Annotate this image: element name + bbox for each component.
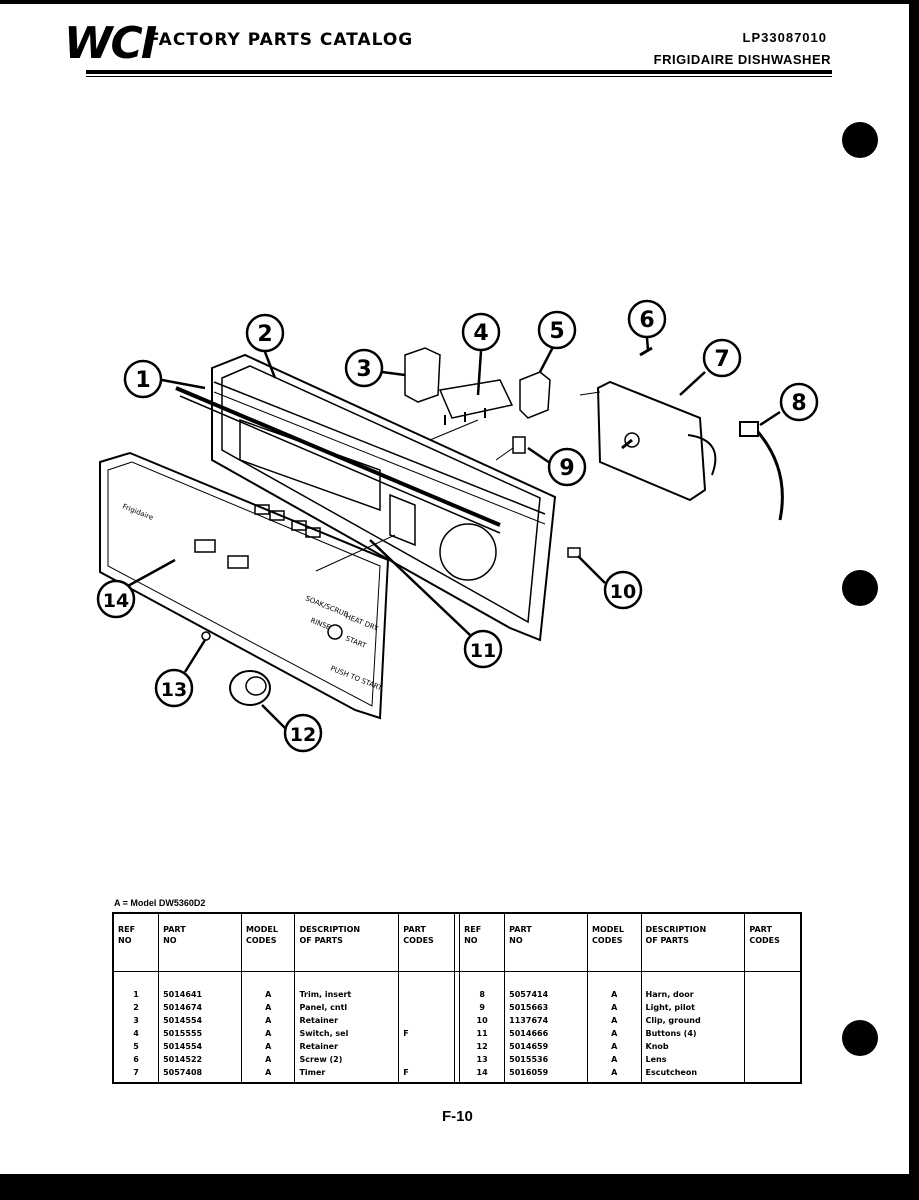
callout-3: 3 xyxy=(356,357,372,382)
page-number: F-10 xyxy=(442,1108,473,1125)
callout-13: 13 xyxy=(160,679,188,701)
document-number: LP33087010 xyxy=(742,30,827,45)
callout-6: 6 xyxy=(639,308,655,333)
binder-hole-bottom xyxy=(842,1020,878,1056)
trim-insert xyxy=(176,388,500,525)
panel-label-d: START xyxy=(344,634,368,650)
scan-edge-bottom xyxy=(0,1174,919,1200)
timer-dial-hole xyxy=(440,524,496,580)
table-row: 6 5014522 A Screw (2) 13 5015536 A Lens xyxy=(113,1053,801,1066)
table-row: 4 5015555 A Switch, sel F 11 5014666 A Buttons (4) xyxy=(113,1027,801,1040)
callout-14: 14 xyxy=(102,590,130,612)
table-row: 2 5014674 A Panel, cntl 9 5015663 A Light, pilot xyxy=(113,1001,801,1014)
header-model-codes: MODEL CODES xyxy=(241,913,294,972)
callout-2: 2 xyxy=(257,322,273,347)
callout-11: 11 xyxy=(469,640,497,662)
panel-label-b: HEAT DRY xyxy=(344,612,380,633)
header-model-codes-right: MODEL CODES xyxy=(588,913,641,972)
table-row: 5 5014554 A Retainer 12 5014659 A Knob xyxy=(113,1040,801,1053)
header-part-codes: PART CODES xyxy=(399,913,455,972)
model-note: A = Model DW5360D2 xyxy=(114,898,206,908)
wci-logo: WCI xyxy=(64,18,156,69)
parts-table xyxy=(112,912,802,1084)
panel-brand: Frigidaire xyxy=(121,502,155,523)
callout-8: 8 xyxy=(791,391,807,416)
callout-10: 10 xyxy=(609,581,637,603)
product-line: FRIGIDAIRE DISHWASHER xyxy=(653,52,831,67)
header-part-no-right: PART NO xyxy=(505,913,588,972)
callout-7: 7 xyxy=(714,347,730,372)
callout-12: 12 xyxy=(289,724,317,746)
callout-4: 4 xyxy=(473,321,489,346)
catalog-title: FACTORY PARTS CATALOG xyxy=(148,30,414,50)
escutcheon-panel xyxy=(100,453,388,718)
table-row: 1 5014641 A Trim, insert 8 5057414 A Harn, door xyxy=(113,988,801,1001)
panel-label-e: PUSH TO START xyxy=(329,664,384,693)
parts-table-header xyxy=(113,913,801,972)
knob xyxy=(230,671,270,705)
header-part-no: PART NO xyxy=(159,913,242,972)
callout-5: 5 xyxy=(549,319,565,344)
panel-label-a: SOAK/SCRUB xyxy=(304,594,350,619)
callout-1: 1 xyxy=(135,368,151,393)
header-ref-no-right: REF NO xyxy=(460,913,505,972)
header-ref-no: REF NO xyxy=(113,913,159,972)
panel-label-c: RINSE xyxy=(309,616,332,632)
timer xyxy=(598,382,705,500)
header-description-right: DESCRIPTION OF PARTS xyxy=(641,913,745,972)
header-description: DESCRIPTION OF PARTS xyxy=(295,913,399,972)
table-row: 7 5057408 A Timer F 14 5016059 A Escutcheon xyxy=(113,1066,801,1083)
table-row: 3 5014554 A Retainer 10 1137674 A Clip, ground xyxy=(113,1014,801,1027)
callout-9: 9 xyxy=(559,456,575,481)
header-part-codes-right: PART CODES xyxy=(745,913,801,972)
